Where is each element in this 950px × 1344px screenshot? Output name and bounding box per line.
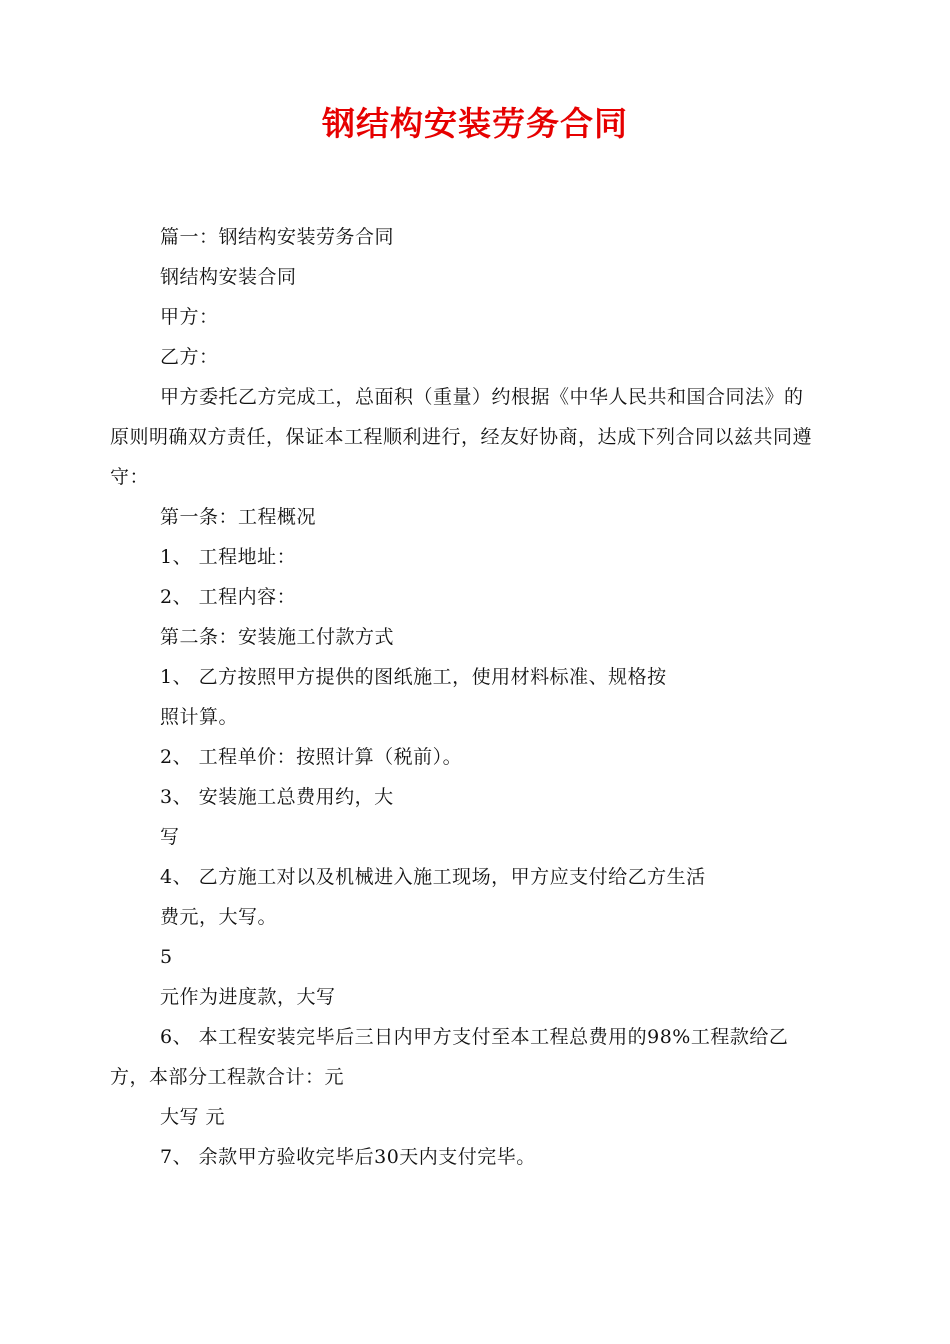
- paragraph-line: 原则明确双方责任，保证本工程顺利进行，经友好协商，达成下列合同以兹共同遵: [110, 426, 813, 448]
- party-b-line: 乙方：: [160, 346, 219, 368]
- list-item: 1、 乙方按照甲方提供的图纸施工，使用材料标准、规格按: [160, 666, 667, 688]
- list-item: 4、 乙方施工对以及机械进入施工现场，甲方应支付给乙方生活: [160, 866, 706, 888]
- document-title: 钢结构安装劳务合同: [322, 104, 628, 143]
- list-item-continued: 大写 元: [160, 1106, 226, 1128]
- article-heading: 第二条：安装施工付款方式: [160, 626, 395, 648]
- list-item: 1、 工程地址：: [160, 546, 297, 568]
- list-item: 6、 本工程安装完毕后三日内甲方支付至本工程总费用的98%工程款给乙: [160, 1026, 789, 1048]
- paragraph-line: 守：: [110, 466, 150, 488]
- list-item-continued: 写: [160, 826, 180, 848]
- list-item-continued: 元作为进度款，大写: [160, 986, 336, 1008]
- article-heading: 第一条：工程概况: [160, 506, 317, 528]
- list-item: 7、 余款甲方验收完毕后30天内支付完毕。: [160, 1146, 536, 1168]
- list-item: 2、 工程内容：: [160, 586, 297, 608]
- list-item: 2、 工程单价：按照计算（税前）。: [160, 746, 463, 768]
- list-item: 5: [160, 946, 173, 968]
- party-a-line: 甲方：: [160, 306, 219, 328]
- list-item: 3、 安装施工总费用约，大: [160, 786, 394, 808]
- list-item-continued: 费元，大写。: [160, 906, 278, 928]
- section-heading: 篇一：钢结构安装劳务合同: [160, 226, 395, 248]
- contract-name: 钢结构安装合同: [160, 266, 297, 288]
- list-item-continued: 方，本部分工程款合计：元: [110, 1066, 345, 1088]
- list-item-continued: 照计算。: [160, 706, 239, 728]
- paragraph-line: 甲方委托乙方完成工，总面积（重量）约根据《中华人民共和国合同法》的: [160, 386, 804, 408]
